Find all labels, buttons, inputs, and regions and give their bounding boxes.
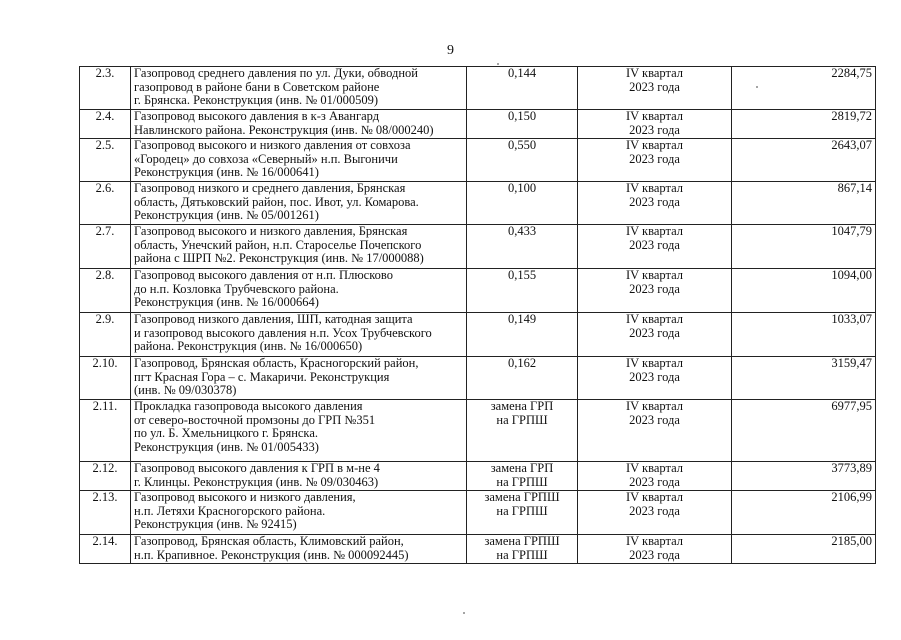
table-row [80,67,876,110]
item-term [578,357,732,400]
item-description [131,139,467,182]
item-cost: 1033,07 [732,313,876,357]
item-number: 2.6. [80,182,131,225]
item-term-line: IV квартал [625,461,684,475]
item-term [578,67,732,110]
item-length [467,67,578,110]
item-term-line: 2023 года [629,474,680,489]
item-term-line: 2023 года [629,122,680,137]
item-description-line: Реконструкция (инв. № 01/005433) [134,439,319,454]
item-number: 2.3. [80,67,131,110]
item-description-line: Газопровод, Брянская область, Климовский район, [134,534,404,548]
item-term-line: IV квартал [625,268,684,282]
item-description-line: газопровод в районе бани в Советском районе [134,79,380,94]
item-length [467,535,578,564]
item-description-line: «Городец» до совхоза «Северный» н.п. Выгоничи [134,151,398,166]
item-term [578,462,732,491]
item-length [467,139,578,182]
item-description-line: Газопровод низкого давления, ШП, катодная защита [134,312,413,326]
item-description-line: Газопровод высокого давления к ГРП в м-не 4 [134,461,380,475]
item-cost: 2819,72 [732,110,876,139]
item-length [467,400,578,462]
item-length-line: замена ГРП [490,399,554,413]
item-term-line: IV квартал [625,66,684,80]
item-term [578,139,732,182]
item-term-line: 2023 года [629,237,680,252]
item-term-line: IV квартал [625,138,684,152]
item-term-line: IV квартал [625,356,684,370]
item-term-line: 2023 года [629,412,680,427]
item-description-line: по ул. Б. Хмельницкого г. Брянска. [134,426,318,441]
item-number: 2.9. [80,313,131,357]
item-description [131,110,467,139]
item-length-line: 0,550 [507,138,537,152]
item-length-line: замена ГРПШ [484,534,560,548]
item-cost: 2284,75 [732,67,876,110]
table-row [80,462,876,491]
item-length [467,491,578,535]
item-number: 2.12. [80,462,131,491]
item-number: 2.5. [80,139,131,182]
item-description [131,225,467,269]
table-row [80,313,876,357]
item-term [578,225,732,269]
item-description-line: Реконструкция (инв. № 92415) [134,517,297,532]
scan-speck [756,86,758,88]
item-description [131,491,467,535]
item-description-line: Навлинского района. Реконструкция (инв. № 08/000240) [134,122,434,137]
item-length [467,313,578,357]
item-term-line: IV квартал [625,490,684,504]
item-length-line: 0,144 [507,66,537,80]
item-length [467,225,578,269]
item-description-line: Газопровод среднего давления по ул. Дуки, обводной [134,66,418,80]
item-description [131,67,467,110]
item-description [131,313,467,357]
item-cost: 2185,00 [732,535,876,564]
item-cost: 1094,00 [732,269,876,313]
item-description-line: от северо-восточной промзоны до ГРП №351 [134,412,376,427]
item-term-line: IV квартал [625,399,684,413]
item-description-line: пгт Красная Гора – с. Макаричи. Реконструкция [134,369,390,384]
item-description [131,535,467,564]
item-number: 2.10. [80,357,131,400]
item-cost: 867,14 [732,182,876,225]
item-length [467,110,578,139]
item-description-line: Реконструкция (инв. № 16/000664) [134,295,319,310]
item-description [131,182,467,225]
table-row [80,400,876,462]
item-length-line: 0,149 [507,312,537,326]
item-term-line: 2023 года [629,151,680,166]
item-description-line: до н.п. Козловка Трубчевского района. [134,281,339,296]
table-row [80,110,876,139]
item-description-line: Газопровод высокого давления в к-з Авангард [134,109,380,123]
item-description-line: Газопровод высокого и низкого давления от совхоза [134,138,411,152]
item-length [467,357,578,400]
item-description-line: Реконструкция (инв. № 16/000641) [134,165,319,180]
item-term-line: 2023 года [629,547,680,562]
item-description [131,400,467,462]
item-description [131,357,467,400]
item-number: 2.7. [80,225,131,269]
item-description-line: г. Брянска. Реконструкция (инв. № 01/000509) [134,93,378,108]
item-description-line: Газопровод низкого и среднего давления, Брянская [134,181,406,195]
item-term [578,313,732,357]
item-description-line: (инв. № 09/030378) [134,383,237,398]
item-term [578,400,732,462]
item-length-line: замена ГРПШ [484,490,560,504]
item-term-line: 2023 года [629,281,680,296]
item-cost: 2643,07 [732,139,876,182]
table-body [80,67,876,564]
table-row [80,357,876,400]
item-description [131,269,467,313]
scan-speck [497,63,499,65]
item-description-line: Газопровод высокого и низкого давления, [134,490,356,504]
item-term [578,535,732,564]
item-description-line: и газопровод высокого давления н.п. Усох Трубчевского [134,325,432,340]
item-term-line: IV квартал [625,181,684,195]
item-cost: 1047,79 [732,225,876,269]
item-description-line: н.п. Крапивное. Реконструкция (инв. № 000092445) [134,547,409,562]
item-number: 2.14. [80,535,131,564]
item-term-line: 2023 года [629,79,680,94]
item-cost: 3773,89 [732,462,876,491]
item-length-line: замена ГРП [490,461,554,475]
item-term [578,182,732,225]
item-description-line: Реконструкция (инв. № 05/001261) [134,208,319,223]
item-term-line: IV квартал [625,534,684,548]
scan-speck [463,612,465,614]
item-description-line: района. Реконструкция (инв. № 16/000650) [134,339,363,354]
item-number: 2.11. [80,400,131,462]
item-term [578,269,732,313]
item-length-line: на ГРПШ [496,474,548,489]
item-length-line: 0,155 [507,268,537,282]
table-row [80,225,876,269]
item-length-line: на ГРПШ [496,547,548,562]
item-length-line: 0,150 [507,109,537,123]
item-description-line: Прокладка газопровода высокого давления [134,399,363,413]
item-term-line: 2023 года [629,325,680,340]
item-length-line: 0,162 [507,356,537,370]
item-term-line: 2023 года [629,369,680,384]
works-table [79,66,876,564]
item-number: 2.13. [80,491,131,535]
table-row [80,269,876,313]
item-term [578,491,732,535]
item-length-line: на ГРПШ [496,503,548,518]
item-description-line: н.п. Летяхи Красногорского района. [134,503,326,518]
table-row [80,535,876,564]
item-length [467,182,578,225]
item-number: 2.4. [80,110,131,139]
item-length-line: 0,433 [507,224,537,238]
item-description-line: г. Клинцы. Реконструкция (инв. № 09/030463) [134,474,379,489]
item-length [467,462,578,491]
item-term-line: IV квартал [625,109,684,123]
table-row [80,139,876,182]
item-term-line: IV квартал [625,224,684,238]
item-term-line: IV квартал [625,312,684,326]
table-row [80,182,876,225]
item-cost: 2106,99 [732,491,876,535]
item-description [131,462,467,491]
item-description-line: Газопровод высокого давления от н.п. Плюсково [134,268,393,282]
item-length-line: на ГРПШ [496,412,548,427]
item-length [467,269,578,313]
page-number: 9 [447,43,454,58]
item-description-line: Газопровод, Брянская область, Красногорский район, [134,356,419,370]
item-description-line: района с ШРП №2. Реконструкция (инв. № 17/000088) [134,251,424,266]
item-number: 2.8. [80,269,131,313]
item-length-line: 0,100 [507,181,537,195]
item-description-line: Газопровод высокого и низкого давления, Брянская [134,224,408,238]
item-cost: 3159,47 [732,357,876,400]
item-term [578,110,732,139]
table-row [80,491,876,535]
item-term-line: 2023 года [629,503,680,518]
item-description-line: область, Унечский район, н.п. Староселье Почепского [134,237,422,252]
item-term-line: 2023 года [629,194,680,209]
item-description-line: область, Дятьковский район, пос. Ивот, ул. Комарова. [134,194,419,209]
item-cost: 6977,95 [732,400,876,462]
